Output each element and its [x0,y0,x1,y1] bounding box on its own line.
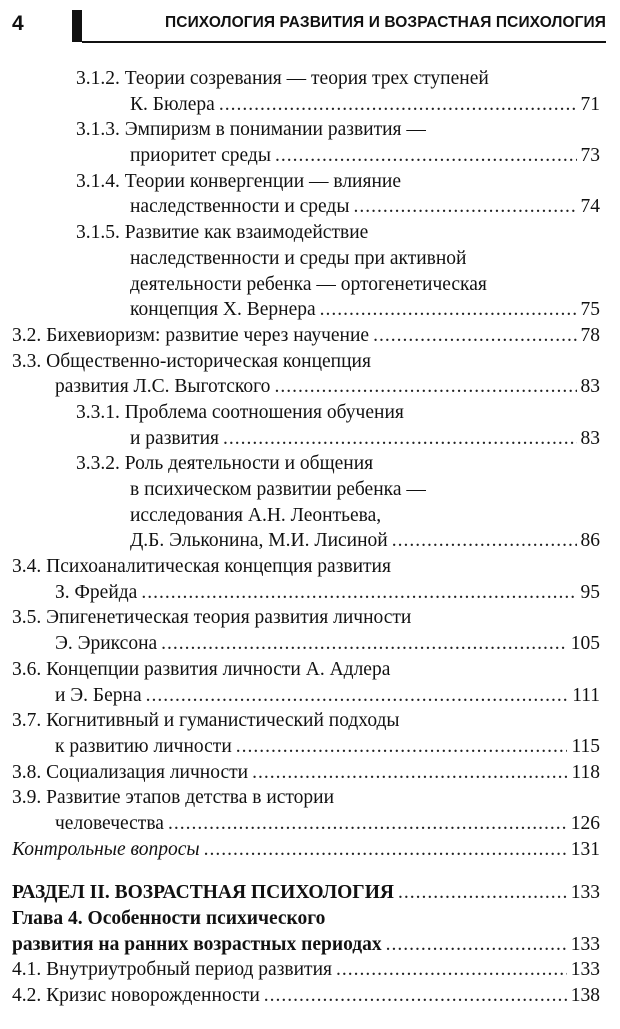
toc-entry-continued: исследования А.Н. Леонтьева, [130,504,382,526]
leader-dots [320,297,577,323]
page-ref[interactable]: 133 [570,933,600,955]
toc-entry: 3.8. Социализация личности ..... 118 [0,760,620,786]
toc-entry-continued: К. Бюлера ..... 71 [0,92,620,118]
toc-entry-continued: и Э. Берна ..... 111 [0,683,620,709]
toc-section-heading: РАЗДЕЛ II. ВОЗРАСТНАЯ ПСИХОЛОГИЯ ..... 133 [0,880,620,906]
page-ref[interactable]: 73 [580,145,600,167]
toc-entry-continued: приоритет среды ..... 73 [0,143,620,169]
toc-entry-continued: наследственности и среды при активной [130,247,467,269]
leader-dots [223,426,577,452]
page-ref[interactable]: 83 [580,376,600,398]
page-ref[interactable]: 71 [580,93,600,115]
page-ref[interactable]: 133 [570,959,600,981]
leader-dots [236,734,568,760]
toc-chapter-heading: Глава 4. Особенности психического [12,908,326,929]
leader-dots [386,932,567,958]
toc-entry-continued: деятельности ребенка — ортогенетическая [130,273,487,295]
toc-entry-continued: Д.Б. Эльконина, М.И. Лисиной ..... 86 [0,528,620,554]
page-ref[interactable]: 138 [570,985,600,1007]
page-ref[interactable]: 105 [570,633,600,655]
toc-entry-continued: в психическом развитии ребенка — [130,479,426,500]
toc-chapter-heading-continued: развития на ранних возрастных периодах ..... 133 [0,932,620,958]
toc-entry: 3.3.1. Проблема соотношения обучения [76,401,404,423]
page-ref[interactable]: 78 [580,324,600,346]
toc-entry: 3.1.4. Теории конвергенции — влияние [76,170,401,192]
running-header [0,0,620,48]
leader-dots [252,760,567,786]
page-ref[interactable]: 131 [570,838,600,860]
page-ref[interactable]: 111 [572,684,600,706]
page-ref[interactable]: 118 [571,761,600,783]
page-ref[interactable]: 133 [570,882,600,904]
leader-dots [275,143,577,169]
leader-dots [336,957,567,983]
toc-entry-continued: развития Л.С. Выготского ..... 83 [0,374,620,400]
page-ref[interactable]: 126 [570,812,600,834]
toc-entry-continued: Э. Эриксона ..... 105 [0,631,620,657]
toc-entry: 3.7. Когнитивный и гуманистический подходы [12,710,400,732]
leader-dots [204,837,567,863]
toc-entry-continued: З. Фрейда ..... 95 [0,580,620,606]
header-rule [82,41,606,43]
section-gap [0,862,620,880]
leader-dots [161,631,567,657]
toc-entry: 3.3. Общественно-историческая концепция [12,350,371,372]
leader-dots [146,683,569,709]
page-ref[interactable]: 115 [571,735,600,757]
leader-dots [141,580,576,606]
leader-dots [392,528,577,554]
leader-dots [168,811,567,837]
toc-entry: 3.5. Эпигенетическая теория развития личности [12,607,412,629]
header-bar [72,10,82,42]
leader-dots [264,983,567,1009]
toc-entry-continued: к развитию личности ..... 115 [0,734,620,760]
toc-entry: 3.1.2. Теории созревания — теория трех ступеней [76,68,489,89]
toc-entry: 3.2. Бихевиоризм: развитие через научение ..... 78 [0,323,620,349]
toc-entry-continued: концепция Х. Вернера ..... 75 [0,297,620,323]
toc-entry-questions: Контрольные вопросы ..... 131 [0,837,620,863]
leader-dots [274,374,576,400]
toc-entry: 3.6. Концепции развития личности А. Адлера [12,658,391,680]
page-ref[interactable]: 74 [580,196,600,218]
page-number: 4 [12,12,24,35]
table-of-contents [0,66,620,1009]
leader-dots [353,194,576,220]
toc-entry: 3.9. Развитие этапов детства в истории [12,787,335,809]
page-ref[interactable]: 86 [580,530,600,552]
toc-entry: 3.1.5. Развитие как взаимодействие [76,222,369,244]
page-ref[interactable]: 95 [580,581,600,603]
page-ref[interactable]: 75 [580,299,600,321]
page-ref[interactable]: 83 [580,427,600,449]
toc-entry-continued: и развития ..... 83 [0,426,620,452]
running-title: ПСИХОЛОГИЯ РАЗВИТИЯ И ВОЗРАСТНАЯ ПСИХОЛОГИЯ [165,14,606,31]
leader-dots [373,323,576,349]
toc-entry-continued: наследственности и среды ..... 74 [0,194,620,220]
toc-entry: 4.2. Кризис новорожденности ..... 138 [0,983,620,1009]
leader-dots [219,92,577,118]
toc-entry: 4.1. Внутриутробный период развития ..... 133 [0,957,620,983]
toc-entry: 3.3.2. Роль деятельности и общения [76,453,374,475]
toc-entry: 3.1.3. Эмпиризм в понимании развития — [76,119,426,141]
leader-dots [398,880,567,906]
toc-entry: 3.4. Психоаналитическая концепция развития [12,556,391,578]
toc-entry-continued: человечества ..... 126 [0,811,620,837]
